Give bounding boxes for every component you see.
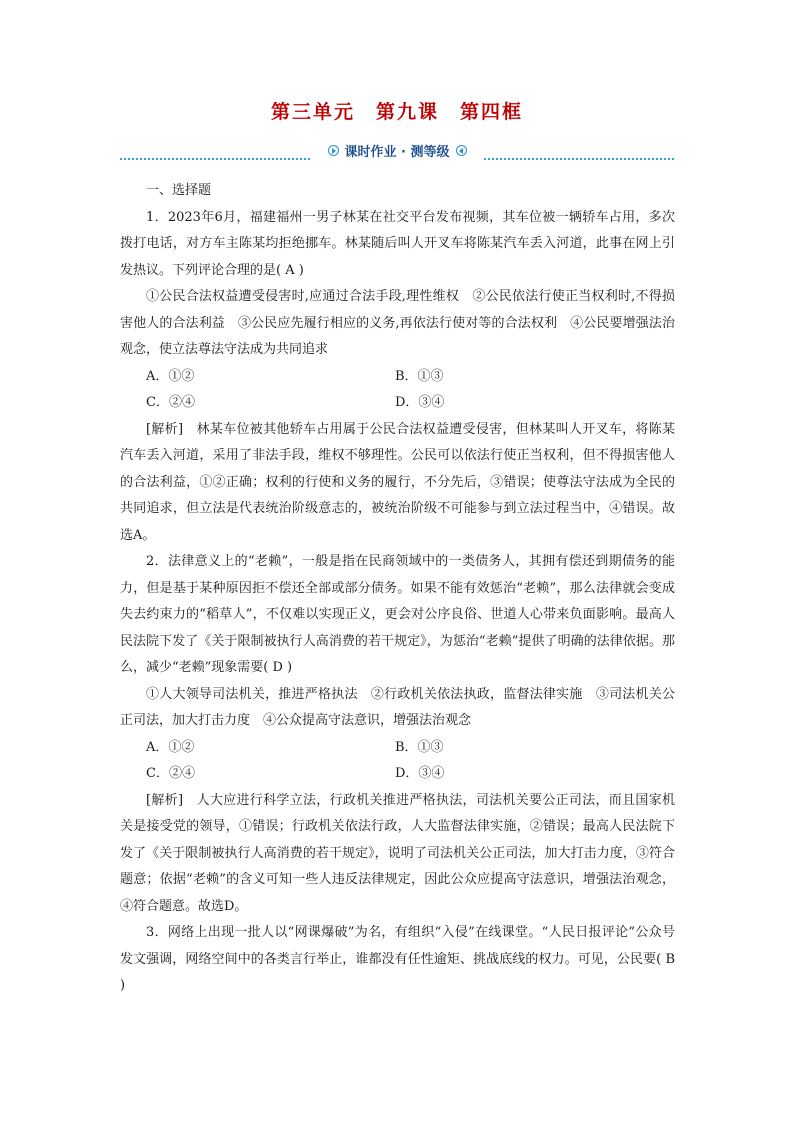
option-a: A．①② [146, 368, 195, 384]
question-2-analysis: [解析] 人大应进行科学立法，行政机关推进严格执法，司法机关要公正司法，而且国家机关是接受党的领导，①错误；行政机关依法行政，人大监督法律实施，②错误；最高人民法院下发了《关于限制被执行人高消费的若干规定》，说明了司法机关公正司法，加大打击力度，③符合题意；依据“老赖”的含义可知一些人违反法律规定，因此公众应提高守法意识，增强法治观念，④符合题意。故选D。 [120, 792, 675, 914]
question-2-options-row-1 [120, 735, 675, 762]
option-c: C．②④ [146, 766, 195, 781]
question-2-stem: 2．法律意义上的“老赖”，一般是指在民商领域中的一类债务人，其拥有偿还到期债务的能力，但是基于某种原因拒不偿还全部或部分债务。如果不能有效惩治“老赖”，那么法律就会变成失去约束力的“稻草人”，不仅难以实现正义，更会对公序良俗、世道人心带来负面影响。最高人民法院下发了《关于限制被执行人高消费的若干规定》，为惩治“老赖”提供了明确的法律依据。那么，减少“老赖”现象需要( D ) [120, 554, 675, 675]
option-b: B．①③ [395, 368, 444, 384]
option-c: C．②④ [146, 395, 195, 410]
option-d: D．③④ [395, 395, 445, 410]
banner-label: 课时作业 · 测等级 [344, 144, 450, 160]
question-2-options-row-2 [120, 761, 675, 788]
section-banner [120, 140, 674, 160]
option-d: D．③④ [395, 766, 445, 781]
document-body [120, 178, 675, 1000]
question-1-options-row-1 [120, 364, 675, 391]
question-2-statements: ①人大领导司法机关，推进严格执法 ②行政机关依法执政，监督法律实施 ③司法机关公正司法，加大打击力度 ④公众提高守法意识，增强法治观念 [120, 686, 675, 728]
page-title: 第三单元 第九课 第四框 [270, 101, 523, 123]
question-1-options-row-2 [120, 390, 675, 417]
question-1-stem: 1．2023年6月，福建福州一男子林某在社交平台发布视频，其车位被一辆轿车占用，多次拨打电话，对方车主陈某均拒绝挪车。林某随后叫人开叉车将陈某汽车丢入河道，此事在网上引发热议。下列评论合理的是( A ) [120, 209, 675, 278]
section-heading: 一、选择题 [146, 183, 212, 198]
question-3-stem: 3．网络上出现一批人以“网课爆破”为名，有组织“入侵”在线课堂。“人民日报评论”公众号发文强调，网络空间中的各类言行举止，谁都没有任性逾矩、挑战底线的权力。可见，公民要( B ) [120, 925, 675, 993]
question-1-statements: ①公民合法权益遭受侵害时,应通过合法手段,理性维权 ②公民依法行使正当权利时,不得损害他人的合法利益 ③公民应先履行相应的义务,再依法行使对等的合法权利 ④公民要增强法治观念，使立法尊法守法成为共同追求 [120, 289, 675, 357]
arrow-right-icon [328, 145, 339, 156]
option-b: B．①③ [395, 739, 444, 755]
option-a: A．①② [146, 739, 195, 755]
arrow-left-icon [456, 145, 467, 156]
question-1-analysis: [解析] 林某车位被其他轿车占用属于公民合法权益遭受侵害，但林某叫人开叉车，将陈某汽车丢入河道，采用了非法手段，维权不够理性。公民可以依法行使正当权利，但不得损害他人的合法利益，①②正确；权利的行使和义务的履行，不分先后，③错误；使尊法守法成为全民的共同追求，但立法是代表统治阶级意志的，被统治阶级不可能参与到立法过程当中，④错误。故选A。 [120, 421, 675, 543]
